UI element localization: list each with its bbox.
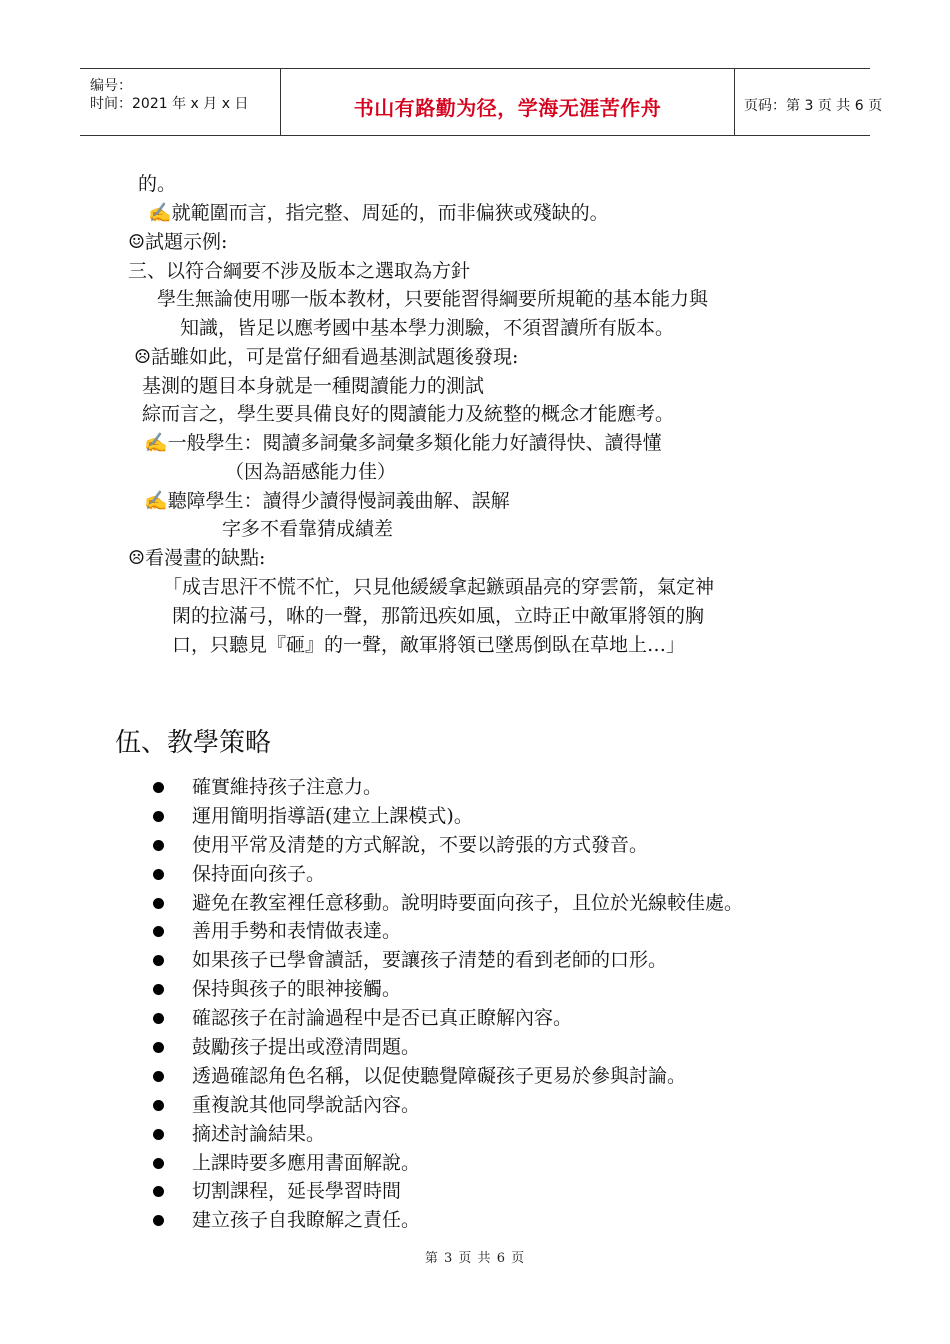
bullet-icon xyxy=(153,811,164,822)
body-line: ☺試題示例: xyxy=(128,231,228,253)
list-item: 保持面向孩子。 xyxy=(150,861,743,890)
list-item: 透過確認角色名稱，以促使聽覺障礙孩子更易於參與討論。 xyxy=(150,1063,743,1092)
bullet-icon xyxy=(153,1186,164,1197)
body-line: 的。 xyxy=(138,173,177,195)
body-line: ✍就範圍而言，指完整、周延的，而非偏狹或殘缺的。 xyxy=(148,202,609,224)
bullet-icon xyxy=(153,782,164,793)
list-item: 保持與孩子的眼神接觸。 xyxy=(150,976,743,1005)
list-item: 使用平常及清楚的方式解說，不要以誇張的方式發音。 xyxy=(150,832,743,861)
body-line: ✍一般學生：閱讀多詞彙多詞彙多類化能力好讀得快、讀得懂 xyxy=(144,432,662,454)
bullet-icon xyxy=(153,840,164,851)
body-line: 三、以符合綱要不涉及版本之選取為方針 xyxy=(128,260,471,282)
body-line: 知識，皆足以應考國中基本學力測驗，不須習讀所有版本。 xyxy=(180,317,675,339)
list-item: 鼓勵孩子提出或澄清問題。 xyxy=(150,1034,743,1063)
section-heading: 伍、教學策略 xyxy=(115,728,272,758)
document-header xyxy=(80,68,883,136)
bullet-icon xyxy=(153,898,164,909)
bullet-icon xyxy=(153,1013,164,1024)
bullet-icon xyxy=(153,984,164,995)
list-item: 運用簡明指導語(建立上課模式)。 xyxy=(150,803,743,832)
quote-line: 閑的拉滿弓，咻的一聲，那箭迅疾如風，立時正中敵軍將領的胸 xyxy=(172,605,705,627)
list-item: 確認孩子在討論過程中是否已真正瞭解內容。 xyxy=(150,1005,743,1034)
bullet-icon xyxy=(153,869,164,880)
bullet-icon xyxy=(153,1071,164,1082)
header-motto-cell xyxy=(280,69,735,135)
bullet-icon xyxy=(153,1100,164,1111)
body-line: 字多不看靠猜成績差 xyxy=(222,518,394,540)
body-line: ☹話雖如此，可是當仔細看過基測試題後發現: xyxy=(134,346,519,368)
motto: 书山有路勤为径，学海无涯苦作舟 xyxy=(353,96,662,120)
list-item: 上課時要多應用書面解說。 xyxy=(150,1150,743,1179)
list-item: 確實維持孩子注意力。 xyxy=(150,774,743,803)
header-page-cell xyxy=(735,69,883,135)
bullet-icon xyxy=(153,1158,164,1169)
list-item: 避免在教室裡任意移動。說明時要面向孩子，且位於光線較佳處。 xyxy=(150,890,743,919)
quote-line: 口，只聽見『砸』的一聲，敵軍將領已墜馬倒臥在草地上…」 xyxy=(172,634,686,656)
list-item: 善用手勢和表情做表達。 xyxy=(150,918,743,947)
page-footer: 第 3 页 共 6 页 xyxy=(424,1251,526,1266)
number-label: 编号： xyxy=(90,78,132,94)
body-line: ☹看漫畫的缺點: xyxy=(128,547,266,569)
bullet-icon xyxy=(153,1042,164,1053)
bullet-icon xyxy=(153,1215,164,1226)
time-label: 时间：2021 年 x 月 x 日 xyxy=(90,96,249,112)
bullet-icon xyxy=(153,926,164,937)
bullet-icon xyxy=(153,1129,164,1140)
quote-line: 「成吉思汗不慌不忙，只見他緩緩拿起鏃頭晶亮的穿雲箭，氣定神 xyxy=(163,576,715,598)
list-item: 切割課程，延長學習時間 xyxy=(150,1178,743,1207)
list-item: 摘述討論結果。 xyxy=(150,1121,743,1150)
list-item: 建立孩子自我瞭解之責任。 xyxy=(150,1207,743,1236)
list-item: 重複說其他同學說話內容。 xyxy=(150,1092,743,1121)
body-line: （因為語感能力佳） xyxy=(225,461,397,483)
header-info-cell xyxy=(80,69,280,135)
body-line: ✍聽障學生：讀得少讀得慢詞義曲解、誤解 xyxy=(144,490,510,512)
page-label: 页码：第 3 页 共 6 页 xyxy=(744,98,883,114)
body-line: 學生無論使用哪一版本教材，只要能習得綱要所規範的基本能力與 xyxy=(157,288,709,310)
body-line: 綜而言之，學生要具備良好的閱讀能力及統整的概念才能應考。 xyxy=(142,403,675,425)
bullet-icon xyxy=(153,955,164,966)
strategy-list xyxy=(150,774,743,1236)
body-line: 基測的題目本身就是一種閱讀能力的測試 xyxy=(142,375,485,397)
list-item: 如果孩子已學會讀話，要讓孩子清楚的看到老師的口形。 xyxy=(150,947,743,976)
